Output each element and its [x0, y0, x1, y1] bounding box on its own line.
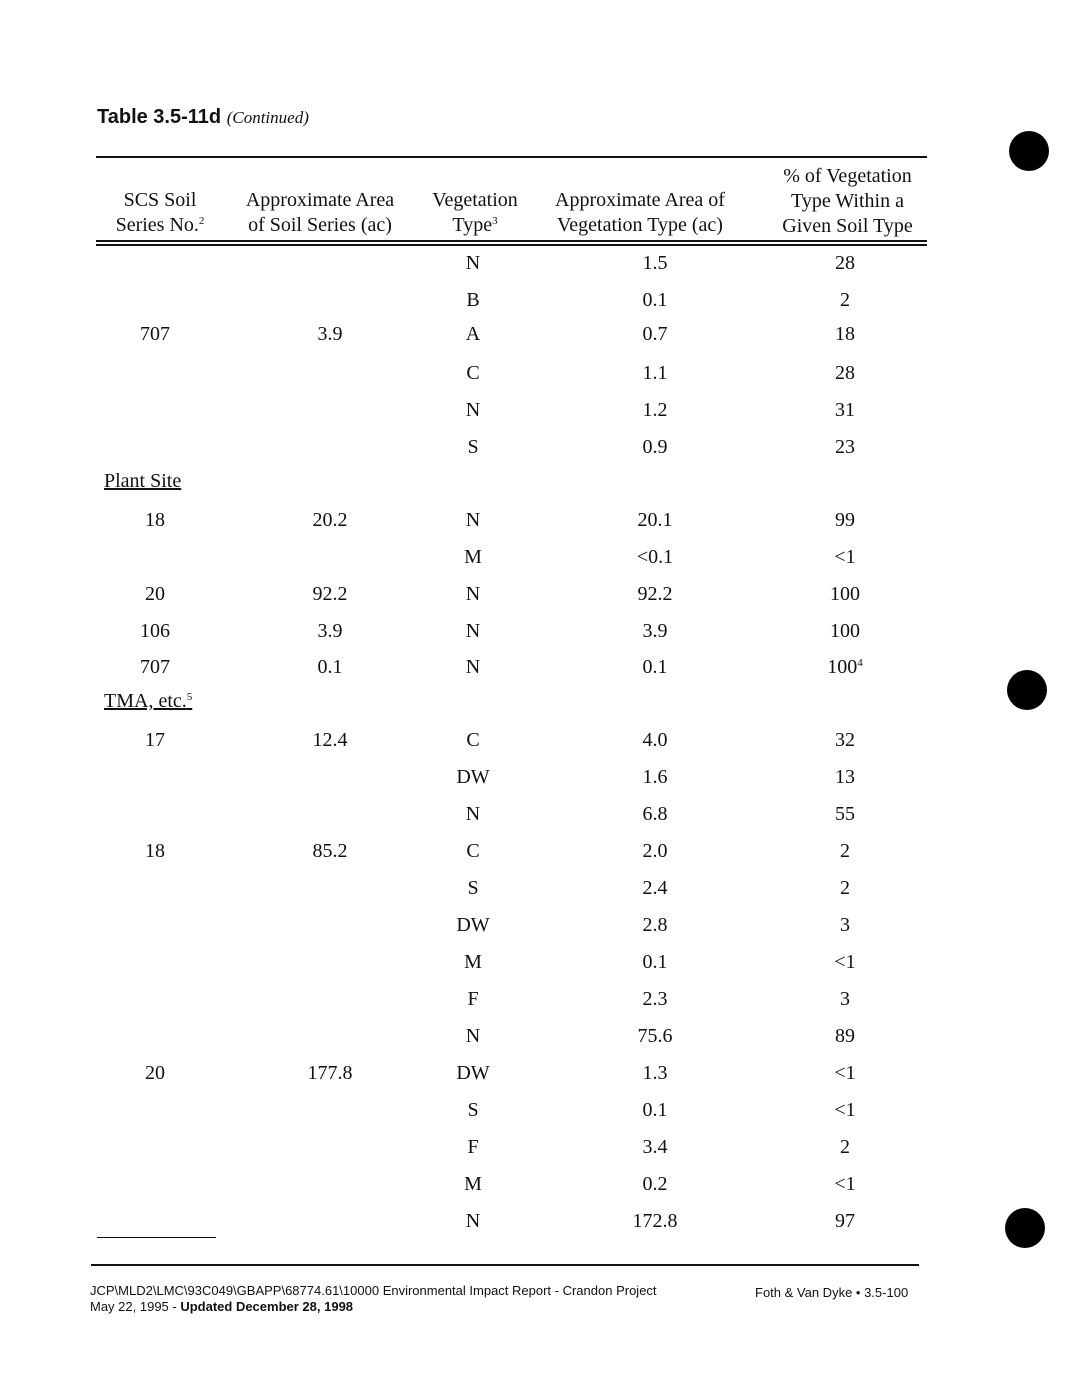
- percent-cell: [790, 583, 900, 606]
- vegetation-type-cell-text: N: [465, 1210, 481, 1232]
- vegetation-type-cell: [418, 1099, 528, 1122]
- vegetation-type-cell-text: S: [467, 436, 479, 458]
- vegetation-area-cell-text: 92.2: [637, 583, 673, 605]
- vegetation-type-cell: [418, 729, 528, 752]
- footer-report: Environmental Impact Report - Crandon Project: [382, 1283, 657, 1298]
- percent-cell-text: 28: [835, 252, 855, 274]
- table-row: [0, 1173, 1068, 1203]
- vegetation-type-cell-text: N: [465, 803, 481, 825]
- soil-series-cell-text: 18: [145, 509, 165, 531]
- header-soil-line2-text: Series No.: [115, 214, 199, 236]
- percent-cell: [790, 840, 900, 863]
- footnote-rule: [97, 1237, 216, 1238]
- header-soil-line1: SCS Soil: [123, 189, 197, 211]
- vegetation-area-cell: [590, 803, 720, 826]
- vegetation-area-cell: [590, 766, 720, 789]
- footer-rule: [91, 1264, 919, 1266]
- header-veg-line1: Vegetation: [432, 189, 518, 211]
- vegetation-type-cell: [418, 803, 528, 826]
- percent-cell-text: 2: [840, 289, 850, 311]
- soil-series-cell-text: 106: [140, 620, 170, 642]
- table-title-continued: (Continued): [226, 108, 309, 127]
- vegetation-area-cell: [590, 289, 720, 312]
- table-row: [0, 988, 1068, 1018]
- soil-series-cell: [100, 729, 210, 752]
- vegetation-area-cell-text: 3.4: [642, 1136, 668, 1158]
- soil-series-cell: [100, 840, 210, 863]
- percent-cell: [790, 252, 900, 275]
- table-row: [0, 656, 1068, 686]
- header-soil-footnote: 2: [198, 215, 205, 227]
- vegetation-type-cell: [418, 877, 528, 900]
- header-pct-line2: Type Within a: [791, 190, 904, 212]
- table-row: [0, 1099, 1068, 1129]
- soil-series-cell: [100, 656, 210, 679]
- vegetation-area-cell-text: 20.1: [637, 509, 673, 531]
- percent-cell: [790, 766, 900, 789]
- table-row: [0, 877, 1068, 907]
- vegetation-type-cell-text: C: [466, 362, 480, 384]
- soil-area-cell-text: 3.9: [317, 620, 343, 642]
- vegetation-type-cell-text: M: [464, 546, 482, 568]
- soil-area-cell: [270, 840, 390, 863]
- soil-series-cell: [100, 583, 210, 606]
- percent-cell-text: 28: [835, 362, 855, 384]
- vegetation-type-cell-text: B: [466, 289, 480, 311]
- soil-area-cell-text: 0.1: [317, 656, 343, 678]
- header-pct-line3: Given Soil Type: [782, 215, 913, 237]
- vegetation-type-cell-text: M: [464, 1173, 482, 1195]
- vegetation-type-cell: [418, 436, 528, 459]
- vegetation-type-cell: [418, 1136, 528, 1159]
- vegetation-type-cell-text: N: [465, 656, 481, 678]
- vegetation-area-cell-text: 0.9: [642, 436, 668, 458]
- table-row: [0, 951, 1068, 981]
- vegetation-area-cell: [590, 583, 720, 606]
- vegetation-area-cell: [590, 951, 720, 974]
- percent-cell-text: 2: [840, 1136, 850, 1158]
- vegetation-area-cell-text: 4.0: [642, 729, 668, 751]
- table-row: [0, 1062, 1068, 1092]
- percent-cell: [790, 1173, 900, 1196]
- header-veg-footnote: 3: [492, 215, 498, 227]
- table-row: [0, 840, 1068, 870]
- vegetation-type-cell: [418, 546, 528, 569]
- vegetation-type-cell-text: N: [465, 1025, 481, 1047]
- vegetation-type-cell: [418, 1062, 528, 1085]
- soil-area-cell-text: 3.9: [317, 323, 343, 345]
- vegetation-area-cell-text: 1.5: [642, 252, 668, 274]
- percent-cell: [790, 509, 900, 532]
- soil-area-cell-text: 12.4: [312, 729, 348, 751]
- percent-cell: [790, 399, 900, 422]
- table-row: [0, 289, 1068, 319]
- vegetation-area-cell: [590, 1173, 720, 1196]
- percent-cell-text: 100: [830, 583, 860, 605]
- table-row: [0, 252, 1068, 282]
- vegetation-type-cell: [418, 323, 528, 346]
- percent-cell: [790, 656, 900, 679]
- vegetation-type-cell-text: N: [465, 509, 481, 531]
- percent-cell: [790, 289, 900, 312]
- vegetation-type-cell-text: M: [464, 951, 482, 973]
- vegetation-type-cell: [418, 1210, 528, 1233]
- vegetation-type-cell: [418, 399, 528, 422]
- header-area-line1: Approximate Area: [245, 189, 395, 211]
- percent-cell-text: <1: [834, 546, 856, 568]
- vegetation-area-cell: [590, 1062, 720, 1085]
- table-row: [0, 399, 1068, 429]
- percent-cell-text: 32: [835, 729, 855, 751]
- vegetation-area-cell: [590, 323, 720, 346]
- header-area-line2: of Soil Series (ac): [248, 214, 392, 236]
- table-row: [0, 729, 1068, 759]
- vegetation-area-cell-text: 1.1: [642, 362, 668, 384]
- percent-cell-text: 3: [840, 988, 850, 1010]
- soil-area-cell: [270, 509, 390, 532]
- percent-cell: [790, 803, 900, 826]
- vegetation-area-cell: [590, 988, 720, 1011]
- vegetation-area-cell: [590, 362, 720, 385]
- table-row: [0, 1025, 1068, 1055]
- percent-cell: [790, 323, 900, 346]
- percent-cell: [790, 1136, 900, 1159]
- vegetation-type-cell-text: S: [467, 1099, 479, 1121]
- soil-area-cell-text: 20.2: [312, 509, 348, 531]
- soil-series-cell: [100, 620, 210, 643]
- soil-series-cell-text: 707: [140, 656, 170, 678]
- soil-area-cell-text: 177.8: [307, 1062, 353, 1084]
- table-row: [0, 362, 1068, 392]
- percent-cell-text: 97: [835, 1210, 855, 1232]
- vegetation-area-cell-text: 1.2: [642, 399, 668, 421]
- table-row: [0, 803, 1068, 833]
- section-plant-site: Plant Site: [104, 470, 182, 492]
- vegetation-type-cell-text: C: [466, 840, 480, 862]
- table-row: [0, 1136, 1068, 1166]
- vegetation-area-cell: [590, 729, 720, 752]
- table-row: [0, 546, 1068, 576]
- soil-area-cell-text: 85.2: [312, 840, 348, 862]
- section-tma-label: TMA, etc.: [104, 690, 187, 712]
- soil-series-cell-text: 707: [140, 323, 170, 345]
- table-row: [0, 583, 1068, 613]
- vegetation-area-cell-text: 2.3: [642, 988, 668, 1010]
- soil-area-cell-text: 92.2: [312, 583, 348, 605]
- soil-area-cell: [270, 323, 390, 346]
- vegetation-area-cell-text: <0.1: [636, 546, 674, 568]
- vegetation-area-cell-text: 1.6: [642, 766, 668, 788]
- vegetation-type-cell-text: N: [465, 399, 481, 421]
- header-varea-line2: Vegetation Type (ac): [557, 214, 723, 236]
- percent-footnote: 4: [857, 657, 863, 669]
- soil-area-cell: [270, 729, 390, 752]
- percent-cell-text: 55: [835, 803, 855, 825]
- vegetation-type-cell: [418, 656, 528, 679]
- vegetation-type-cell-text: F: [467, 988, 479, 1010]
- percent-cell: [790, 1099, 900, 1122]
- vegetation-type-cell: [418, 988, 528, 1011]
- soil-series-cell: [100, 509, 210, 532]
- soil-area-cell: [270, 1062, 390, 1085]
- vegetation-type-cell: [418, 289, 528, 312]
- vegetation-area-cell-text: 0.7: [642, 323, 668, 345]
- percent-cell: [790, 1062, 900, 1085]
- vegetation-area-cell: [590, 656, 720, 679]
- soil-series-cell: [100, 1062, 210, 1085]
- vegetation-area-cell: [590, 436, 720, 459]
- vegetation-area-cell: [590, 509, 720, 532]
- vegetation-area-cell-text: 3.9: [642, 620, 668, 642]
- vegetation-area-cell: [590, 840, 720, 863]
- vegetation-type-cell: [418, 914, 528, 937]
- percent-cell-text: 89: [835, 1025, 855, 1047]
- percent-cell: [790, 362, 900, 385]
- percent-cell: [790, 877, 900, 900]
- vegetation-area-cell-text: 172.8: [632, 1210, 678, 1232]
- vegetation-area-cell-text: 0.1: [642, 289, 668, 311]
- section-tma-footnote: 5: [186, 691, 193, 703]
- header-pct-line1: % of Vegetation: [783, 165, 912, 187]
- percent-cell: [790, 951, 900, 974]
- vegetation-type-cell-text: N: [465, 583, 481, 605]
- footer-updated: Updated December 28, 1998: [180, 1299, 354, 1314]
- vegetation-type-cell: [418, 252, 528, 275]
- vegetation-type-cell: [418, 1173, 528, 1196]
- percent-cell: [790, 914, 900, 937]
- vegetation-area-cell-text: 2.8: [642, 914, 668, 936]
- vegetation-type-cell-text: DW: [456, 914, 490, 936]
- percent-cell: [790, 988, 900, 1011]
- vegetation-area-cell: [590, 399, 720, 422]
- vegetation-type-cell: [418, 362, 528, 385]
- percent-cell-text: 2: [840, 840, 850, 862]
- vegetation-type-cell: [418, 509, 528, 532]
- vegetation-type-cell: [418, 583, 528, 606]
- vegetation-type-cell-text: C: [466, 729, 480, 751]
- vegetation-area-cell-text: 2.0: [642, 840, 668, 862]
- table-row: [0, 509, 1068, 539]
- vegetation-type-cell: [418, 951, 528, 974]
- vegetation-area-cell-text: 0.1: [642, 951, 668, 973]
- table-row: [0, 766, 1068, 796]
- soil-series-cell-text: 20: [145, 1062, 165, 1084]
- percent-cell-text: 100: [830, 620, 860, 642]
- vegetation-area-cell-text: 0.1: [642, 1099, 668, 1121]
- percent-cell: [790, 729, 900, 752]
- percent-cell-text: 3: [840, 914, 850, 936]
- percent-cell-text: 31: [835, 399, 855, 421]
- vegetation-area-cell: [590, 1136, 720, 1159]
- vegetation-type-cell-text: DW: [456, 766, 490, 788]
- vegetation-type-cell: [418, 840, 528, 863]
- vegetation-type-cell-text: S: [467, 877, 479, 899]
- percent-cell-text: 100: [827, 656, 858, 678]
- percent-cell-text: 13: [835, 766, 855, 788]
- vegetation-area-cell: [590, 877, 720, 900]
- vegetation-area-cell: [590, 620, 720, 643]
- table-row: [0, 1210, 1068, 1240]
- table-row: [0, 323, 1068, 353]
- percent-cell: [790, 436, 900, 459]
- header-veg-line2-text: Type: [452, 214, 493, 236]
- vegetation-area-cell: [590, 914, 720, 937]
- header-varea-line1: Approximate Area of: [555, 189, 725, 211]
- vegetation-area-cell-text: 0.1: [642, 656, 668, 678]
- vegetation-area-cell: [590, 546, 720, 569]
- table-row: [0, 436, 1068, 466]
- table-row: [0, 914, 1068, 944]
- vegetation-area-cell-text: 0.2: [642, 1173, 668, 1195]
- soil-series-cell: [100, 323, 210, 346]
- vegetation-type-cell-text: A: [465, 323, 481, 345]
- table-row: [0, 620, 1068, 650]
- vegetation-type-cell-text: DW: [456, 1062, 490, 1084]
- percent-cell-text: 23: [835, 436, 855, 458]
- percent-cell: [790, 1025, 900, 1048]
- vegetation-type-cell-text: N: [465, 252, 481, 274]
- vegetation-area-cell-text: 6.8: [642, 803, 668, 825]
- vegetation-area-cell: [590, 1025, 720, 1048]
- footer-path: JCP\MLD2\LMC\93C049\GBAPP\68774.61\10000: [90, 1283, 380, 1298]
- vegetation-type-cell: [418, 766, 528, 789]
- soil-area-cell: [270, 583, 390, 606]
- vegetation-type-cell-text: F: [467, 1136, 479, 1158]
- table-title-main: Table 3.5-11d: [97, 106, 222, 128]
- footer-page-id: Foth & Van Dyke • 3.5-100: [755, 1285, 909, 1300]
- percent-cell: [790, 620, 900, 643]
- vegetation-area-cell-text: 75.6: [637, 1025, 673, 1047]
- percent-cell-text: 18: [835, 323, 855, 345]
- vegetation-area-cell-text: 1.3: [642, 1062, 668, 1084]
- percent-cell-text: <1: [834, 1173, 856, 1195]
- vegetation-area-cell: [590, 1210, 720, 1233]
- percent-cell-text: <1: [834, 1062, 856, 1084]
- vegetation-type-cell: [418, 620, 528, 643]
- footer-date-line: [90, 1299, 353, 1314]
- soil-area-cell: [270, 656, 390, 679]
- vegetation-type-cell: [418, 1025, 528, 1048]
- soil-series-cell-text: 17: [145, 729, 165, 751]
- vegetation-area-cell-text: 2.4: [642, 877, 668, 899]
- percent-cell-text: 2: [840, 877, 850, 899]
- percent-cell-text: <1: [834, 951, 856, 973]
- soil-series-cell-text: 20: [145, 583, 165, 605]
- footer-path-line: [90, 1283, 657, 1298]
- footer-date: May 22, 1995 -: [90, 1299, 181, 1314]
- vegetation-area-cell: [590, 1099, 720, 1122]
- vegetation-type-cell-text: N: [465, 620, 481, 642]
- percent-cell-text: 99: [835, 509, 855, 531]
- percent-cell-text: <1: [834, 1099, 856, 1121]
- percent-cell: [790, 546, 900, 569]
- soil-series-cell-text: 18: [145, 840, 165, 862]
- vegetation-area-cell: [590, 252, 720, 275]
- soil-area-cell: [270, 620, 390, 643]
- percent-cell: [790, 1210, 900, 1233]
